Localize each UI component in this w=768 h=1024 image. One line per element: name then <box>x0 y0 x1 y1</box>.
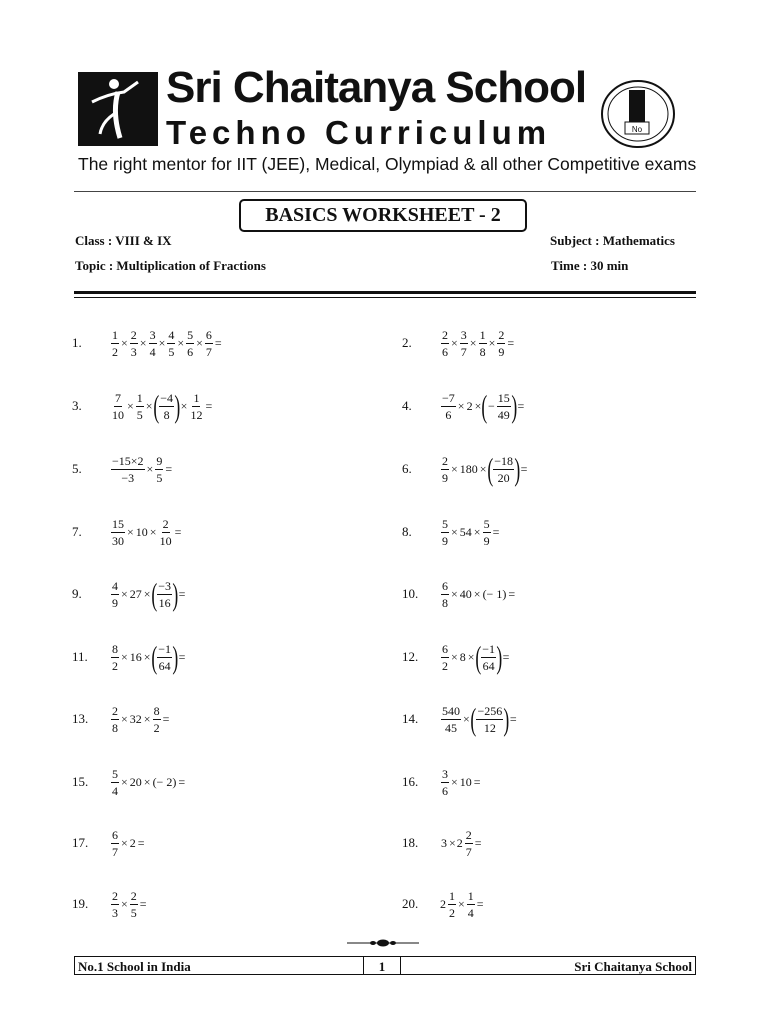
school-logo <box>78 72 158 146</box>
question-number: 2. <box>402 335 412 350</box>
denominator: 10 <box>112 407 124 422</box>
operator: = <box>205 399 213 413</box>
numerator: 5 <box>442 516 448 531</box>
numerator: 6 <box>442 641 448 656</box>
seal-badge-text: No <box>631 125 643 134</box>
parenthesis: ( <box>150 576 157 612</box>
operator: = <box>162 712 170 726</box>
fraction <box>479 329 487 358</box>
fraction <box>111 329 119 358</box>
operator: × <box>196 336 203 350</box>
fraction <box>167 329 175 358</box>
operator: × <box>474 399 482 413</box>
question-expression <box>110 632 186 682</box>
denominator: 8 <box>479 344 486 359</box>
operator: × <box>121 836 128 850</box>
denominator: 3 <box>130 344 137 359</box>
operator: × <box>121 897 128 911</box>
fraction <box>186 329 194 358</box>
denominator: 9 <box>442 470 448 485</box>
term: (− 1) <box>482 587 507 601</box>
fraction <box>159 392 174 421</box>
fraction <box>441 455 449 484</box>
operator: = <box>174 525 182 539</box>
denominator: 64 <box>158 658 171 673</box>
question-expression <box>110 318 223 368</box>
term: 10 <box>459 775 472 789</box>
numerator: 1 <box>193 390 200 405</box>
question-number: 3. <box>72 398 82 413</box>
operator: × <box>451 650 458 664</box>
fraction <box>465 829 473 858</box>
operator: × <box>180 399 188 413</box>
question-expression <box>440 818 483 868</box>
question-expression <box>440 694 518 744</box>
denominator: 2 <box>442 658 448 673</box>
operator: × <box>121 336 128 350</box>
fraction <box>476 705 503 734</box>
numerator: −18 <box>494 453 513 468</box>
numerator: −4 <box>160 390 173 405</box>
numerator: 1 <box>112 327 118 342</box>
operator: × <box>146 462 154 476</box>
class-label: Class : VIII & IX <box>75 233 172 248</box>
denominator: 9 <box>112 595 118 610</box>
denominator: 12 <box>190 407 203 422</box>
numerator: 4 <box>112 578 118 593</box>
fraction <box>111 829 119 858</box>
numerator: 8 <box>112 641 118 656</box>
fraction <box>111 768 119 797</box>
brand-name: Sri Chaitanya School <box>166 63 587 112</box>
fraction <box>481 643 496 672</box>
question-number: 4. <box>402 398 412 413</box>
denominator: 12 <box>483 720 496 735</box>
question-number: 12. <box>402 649 419 664</box>
numerator: 2 <box>112 703 118 718</box>
operator: × <box>473 587 481 601</box>
fraction <box>159 518 173 547</box>
denominator: 8 <box>163 407 170 422</box>
section-rule-thin <box>74 297 696 298</box>
operator: = <box>214 336 222 350</box>
page-number: 1 <box>363 956 401 974</box>
denominator: 8 <box>442 595 448 610</box>
denominator: 30 <box>112 533 124 548</box>
fraction <box>111 890 119 919</box>
term: 8 <box>459 650 466 664</box>
topic-label: Topic : Multiplication of Fractions <box>75 258 266 273</box>
question-number: 9. <box>72 586 82 601</box>
denominator: 7 <box>112 844 118 859</box>
numerator: 5 <box>112 766 118 781</box>
numerator: 2 <box>442 453 448 468</box>
brand-subtitle: Techno Curriculum <box>166 114 552 151</box>
operator: × <box>457 399 465 413</box>
operator: × <box>451 587 458 601</box>
term: − <box>488 399 495 413</box>
school-seal-icon <box>599 78 677 150</box>
operator: × <box>121 650 128 664</box>
denominator: 3 <box>112 905 118 920</box>
fraction <box>448 890 456 919</box>
denominator: 6 <box>187 344 194 359</box>
numerator: 2 <box>162 516 169 531</box>
operator: = <box>473 775 481 789</box>
ornament-divider-icon <box>347 937 419 949</box>
operator: × <box>467 650 475 664</box>
denominator: 5 <box>156 470 163 485</box>
operator: = <box>520 462 528 476</box>
question-number: 5. <box>72 461 82 476</box>
numerator: −256 <box>477 703 503 718</box>
operator: × <box>121 587 128 601</box>
fraction <box>205 329 213 358</box>
question-expression <box>110 381 213 431</box>
numerator: 1 <box>479 327 486 342</box>
footer-left-text: No.1 School in India <box>78 959 191 974</box>
numerator: 7 <box>115 390 121 405</box>
numerator: 1 <box>467 888 474 903</box>
question-number: 17. <box>72 835 89 850</box>
numerator: 540 <box>442 703 460 718</box>
fraction <box>467 890 475 919</box>
operator: × <box>451 336 458 350</box>
question-number: 19. <box>72 896 89 911</box>
operator: × <box>449 836 456 850</box>
operator: = <box>139 897 147 911</box>
denominator: 6 <box>445 407 452 422</box>
denominator: 7 <box>465 844 472 859</box>
fraction <box>111 705 119 734</box>
question-expression <box>110 879 148 929</box>
numerator: −7 <box>442 390 455 405</box>
question-expression <box>440 444 528 494</box>
parenthesis: ) <box>172 576 179 612</box>
fraction <box>130 329 138 358</box>
fraction <box>441 580 449 609</box>
numerator: 2 <box>112 888 118 903</box>
question-expression <box>110 694 170 744</box>
fraction <box>111 455 145 484</box>
question-number: 1. <box>72 335 82 350</box>
numerator: 6 <box>442 578 448 593</box>
question-expression <box>110 444 173 494</box>
numerator: −15×2 <box>112 453 144 468</box>
operator: = <box>508 587 516 601</box>
runner-logo-icon <box>78 72 158 146</box>
fraction <box>497 329 505 358</box>
operator: = <box>492 525 500 539</box>
term: 2 <box>466 399 473 413</box>
numerator: 2 <box>465 827 472 842</box>
fraction <box>130 890 138 919</box>
numerator: 2 <box>498 327 505 342</box>
numerator: 1 <box>136 390 143 405</box>
numerator: 15 <box>112 516 124 531</box>
operator: × <box>143 587 151 601</box>
question-expression <box>110 569 186 619</box>
operator: × <box>149 525 157 539</box>
parenthesis: ) <box>514 451 521 487</box>
fraction <box>460 329 468 358</box>
numerator: 6 <box>112 827 118 842</box>
term: 2 <box>129 836 136 850</box>
fraction <box>111 392 125 421</box>
term: 54 <box>459 525 472 539</box>
mixed-whole: 2 <box>440 897 446 911</box>
denominator: 2 <box>153 720 160 735</box>
numerator: 9 <box>156 453 163 468</box>
question-expression <box>440 318 515 368</box>
numerator: 5 <box>187 327 194 342</box>
operator: = <box>178 650 186 664</box>
parenthesis: ( <box>486 451 493 487</box>
denominator: 20 <box>497 470 510 485</box>
numerator: 3 <box>442 766 448 781</box>
footer-right-text: Sri Chaitanya School <box>574 959 692 974</box>
question-expression <box>440 507 500 557</box>
operator: × <box>145 399 153 413</box>
question-number: 8. <box>402 524 412 539</box>
operator: × <box>458 897 465 911</box>
denominator: 4 <box>467 905 474 920</box>
operator: = <box>509 712 517 726</box>
operator: × <box>479 462 487 476</box>
denominator: 49 <box>497 407 510 422</box>
term: 180 <box>459 462 478 476</box>
fraction <box>441 392 456 421</box>
term: 32 <box>129 712 142 726</box>
numerator: 3 <box>149 327 156 342</box>
denominator: 64 <box>482 658 495 673</box>
operator: = <box>474 836 482 850</box>
operator: = <box>502 650 510 664</box>
term: 27 <box>129 587 142 601</box>
parenthesis: ) <box>511 388 518 424</box>
question-number: 13. <box>72 711 89 726</box>
numerator: 8 <box>153 703 160 718</box>
question-expression <box>110 757 186 807</box>
denominator: 4 <box>112 783 118 798</box>
fraction <box>111 643 119 672</box>
operator: × <box>158 336 166 350</box>
numerator: 1 <box>449 888 455 903</box>
operator: × <box>451 775 458 789</box>
numerator: 3 <box>460 327 467 342</box>
parenthesis: ( <box>152 388 159 424</box>
question-expression <box>440 569 516 619</box>
question-number: 20. <box>402 896 419 911</box>
question-expression <box>110 818 146 868</box>
denominator: 5 <box>136 407 143 422</box>
operator: × <box>451 462 458 476</box>
operator: × <box>473 525 481 539</box>
operator: = <box>507 336 515 350</box>
parenthesis: ) <box>503 701 510 737</box>
denominator: 10 <box>159 533 172 548</box>
operator: = <box>517 399 525 413</box>
mixed-whole: 2 <box>456 836 463 850</box>
operator: × <box>451 525 458 539</box>
question-expression <box>440 879 485 929</box>
denominator: 9 <box>442 533 448 548</box>
operator: = <box>178 775 186 789</box>
term: 3 <box>441 836 447 850</box>
denominator: 5 <box>130 905 137 920</box>
fraction <box>441 329 449 358</box>
numerator: −3 <box>158 578 171 593</box>
operator: × <box>143 712 151 726</box>
fraction <box>153 705 161 734</box>
operator: × <box>177 336 185 350</box>
parenthesis: ) <box>174 388 181 424</box>
fraction <box>136 392 144 421</box>
fraction <box>155 455 163 484</box>
numerator: 2 <box>130 327 137 342</box>
parenthesis: ( <box>470 701 477 737</box>
fraction <box>497 392 511 421</box>
fraction <box>441 643 449 672</box>
denominator: 9 <box>498 344 505 359</box>
denominator: 2 <box>449 905 455 920</box>
question-expression <box>440 381 525 431</box>
page-footer <box>74 956 696 975</box>
section-rule-thick <box>74 291 696 294</box>
operator: = <box>476 897 484 911</box>
term: 20 <box>129 775 142 789</box>
denominator: 6 <box>442 344 448 359</box>
operator: = <box>137 836 145 850</box>
denominator: 6 <box>442 783 448 798</box>
numerator: −1 <box>158 641 171 656</box>
fraction <box>149 329 157 358</box>
operator: × <box>143 650 151 664</box>
denominator: 5 <box>168 344 175 359</box>
fraction <box>111 580 119 609</box>
denominator: −3 <box>121 470 135 485</box>
question-expression <box>110 507 182 557</box>
operator: × <box>469 336 477 350</box>
fraction <box>157 580 172 609</box>
parenthesis: ( <box>474 639 481 675</box>
operator: × <box>121 775 128 789</box>
fraction <box>493 455 514 484</box>
parenthesis: ( <box>481 388 488 424</box>
question-number: 16. <box>402 774 419 789</box>
denominator: 9 <box>483 533 490 548</box>
question-expression <box>440 757 482 807</box>
question-number: 10. <box>402 586 419 601</box>
time-label: Time : 30 min <box>551 258 629 273</box>
denominator: 45 <box>445 720 457 735</box>
fraction <box>483 518 491 547</box>
question-number: 18. <box>402 835 419 850</box>
numerator: 5 <box>483 516 490 531</box>
fraction <box>441 768 449 797</box>
term: (− 2) <box>152 775 177 789</box>
parenthesis: ) <box>496 639 503 675</box>
numerator: −1 <box>482 641 495 656</box>
tagline: The right mentor for IIT (JEE), Medical, Olympiad & all other Competitive exams <box>78 154 697 174</box>
operator: × <box>463 712 470 726</box>
term: 40 <box>459 587 472 601</box>
denominator: 7 <box>460 344 467 359</box>
term: 16 <box>129 650 142 664</box>
worksheet-title: BASICS WORKSHEET - 2 <box>239 199 527 232</box>
question-number: 7. <box>72 524 82 539</box>
numerator: 4 <box>168 327 175 342</box>
denominator: 2 <box>112 658 118 673</box>
numerator: 15 <box>497 390 510 405</box>
question-number: 14. <box>402 711 419 726</box>
term: 10 <box>135 525 148 539</box>
numerator: 6 <box>205 327 212 342</box>
operator: = <box>178 587 186 601</box>
operator: × <box>127 399 134 413</box>
numerator: 2 <box>130 888 137 903</box>
operator: × <box>127 525 134 539</box>
denominator: 8 <box>112 720 118 735</box>
denominator: 7 <box>205 344 212 359</box>
fraction <box>441 518 449 547</box>
denominator: 4 <box>149 344 156 359</box>
denominator: 16 <box>158 595 171 610</box>
question-number: 15. <box>72 774 89 789</box>
fraction <box>111 518 125 547</box>
fraction <box>189 392 203 421</box>
operator: × <box>488 336 496 350</box>
numerator: 2 <box>442 327 448 342</box>
operator: × <box>143 775 151 789</box>
question-expression <box>440 632 510 682</box>
operator: = <box>165 462 173 476</box>
denominator: 2 <box>112 344 118 359</box>
fraction <box>441 705 461 734</box>
fraction <box>157 643 172 672</box>
parenthesis: ) <box>172 639 179 675</box>
question-number: 11. <box>72 649 88 664</box>
operator: × <box>139 336 147 350</box>
header-divider <box>74 191 696 192</box>
question-number: 6. <box>402 461 412 476</box>
parenthesis: ( <box>150 639 157 675</box>
operator: × <box>121 712 128 726</box>
subject-label: Subject : Mathematics <box>550 233 675 248</box>
